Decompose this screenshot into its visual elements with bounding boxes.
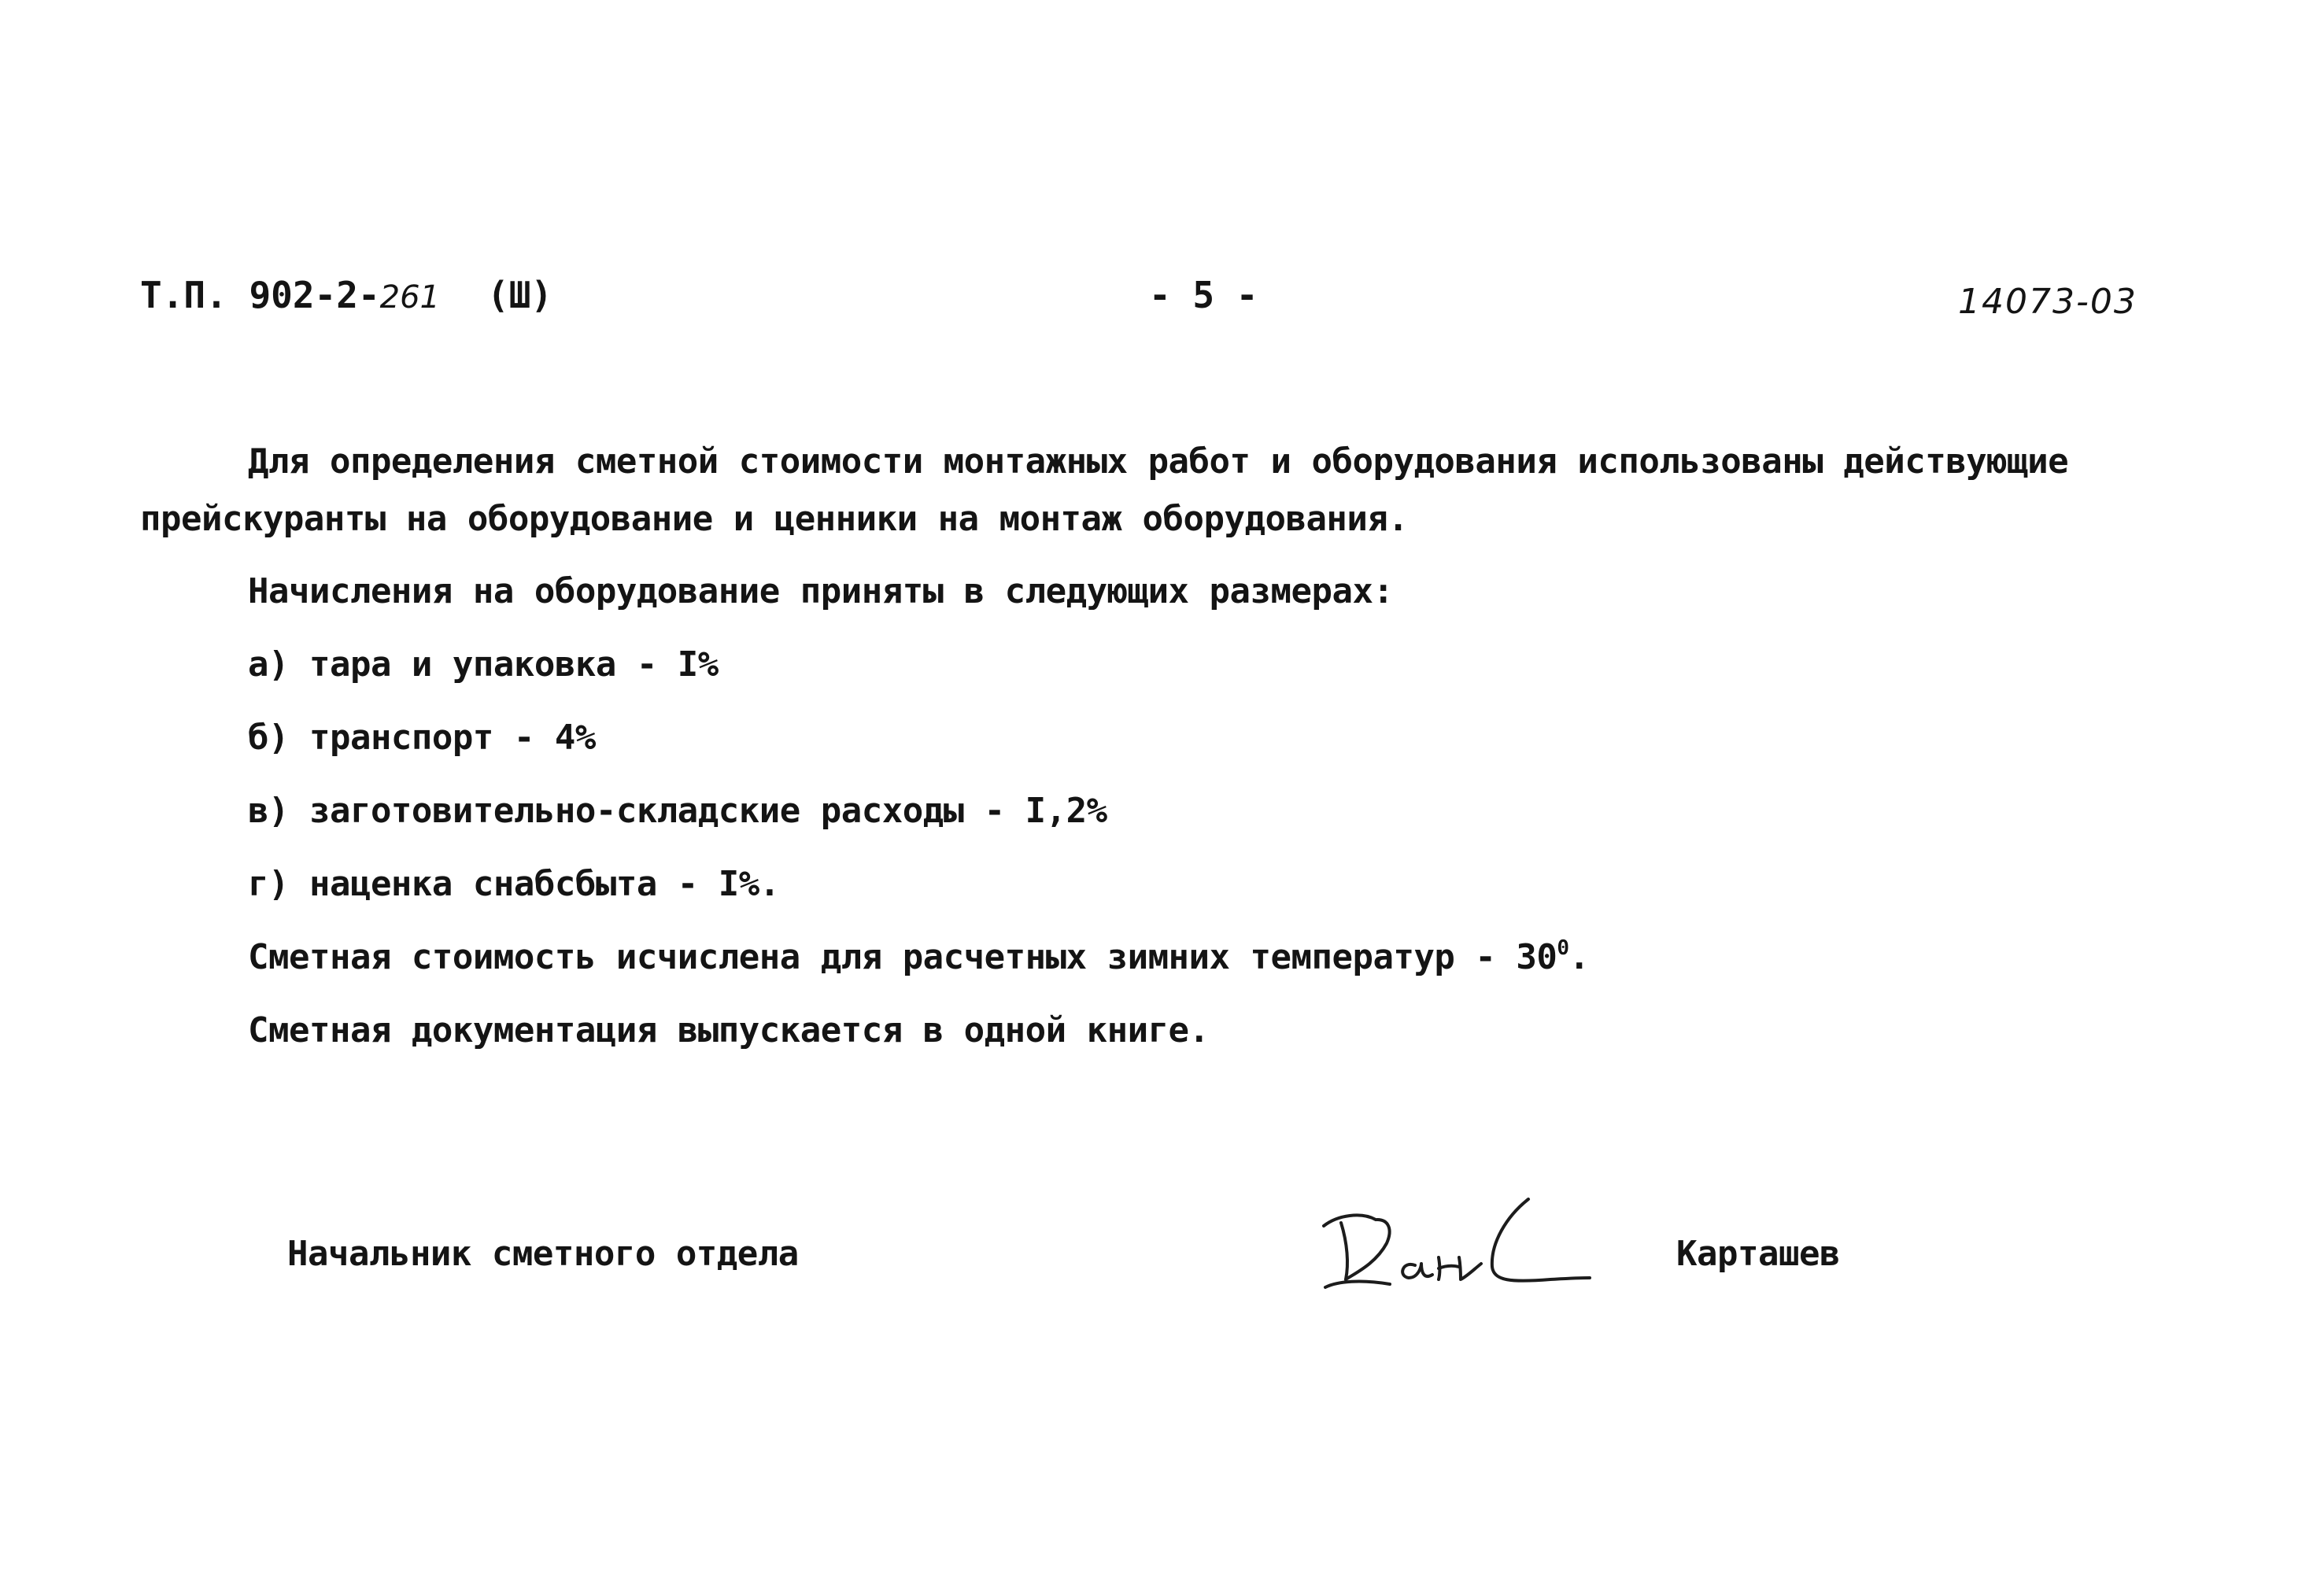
temperature-note (248, 936, 1590, 977)
signatory-position: Начальник сметного отдела (287, 1234, 799, 1274)
temperature-text: Сметная стоимость исчислена для расчетных зимних температур - 30 (248, 937, 1557, 977)
project-suffix: (Ш) (487, 274, 553, 316)
degree-mark: 0 (1557, 936, 1569, 960)
project-handwritten-number: 261 (379, 279, 440, 316)
charge-item-a: а) тара и упаковка - I% (248, 644, 719, 685)
charge-item-d: г) наценка снабсбыта - I%. (248, 864, 780, 904)
charges-heading: Начисления на оборудование приняты в следующих размерах: (248, 571, 1394, 611)
charge-item-c: в) заготовительно-складские расходы - I,2% (248, 791, 1107, 831)
intro-line-2: прейскуранты на оборудование и ценники на монтаж оборудования. (140, 499, 1409, 539)
page-number: - 5 - (1149, 274, 1258, 316)
documentation-note: Сметная документация выпускается в одной книге. (248, 1010, 1210, 1050)
charge-item-b: б) транспорт - 4% (248, 718, 596, 758)
handwritten-signature (1314, 1188, 1598, 1298)
intro-line-1: Для определения сметной стоимости монтажных работ и оборудования использованы действующие (248, 441, 2069, 482)
project-prefix: Т.П. 902-2- (140, 274, 380, 316)
document-code: 14073-03 (1958, 282, 2137, 322)
temperature-end: . (1568, 937, 1590, 977)
project-number (140, 274, 553, 316)
signatory-name: Карташев (1676, 1234, 1840, 1274)
